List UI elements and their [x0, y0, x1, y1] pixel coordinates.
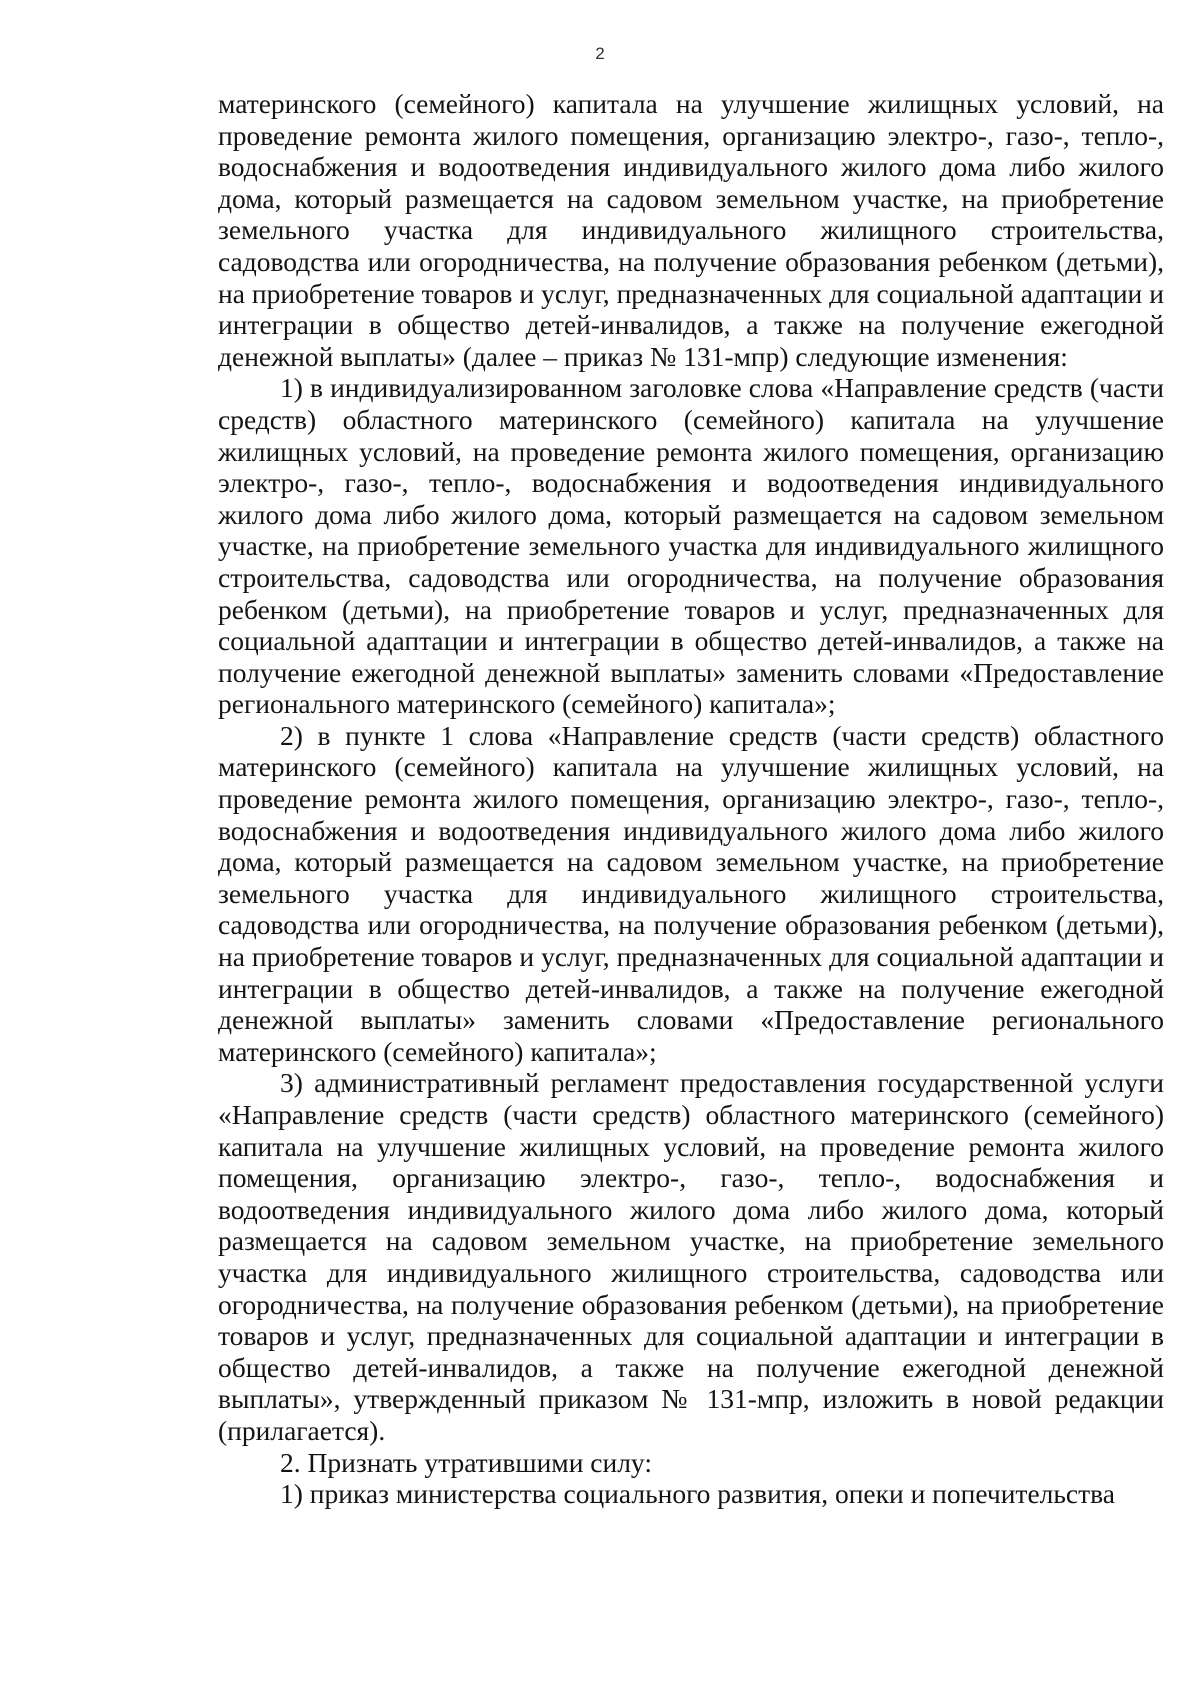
paragraph-section-2-heading: 2. Признать утратившими силу:	[280, 1446, 652, 1478]
paragraph-item-3-regulation-change: 3) административный регламент предоставления государственной услуги «Направление средств (части средств) областного материнского (семейного) капитала на улучшение жилищных условий, на проведение ремонта жилого помещения, организацию электро-, газо-, тепло-, водоснабжения и водоотведения индивидуального жилого дома либо жилого дома, который размещается на садовом земельном участке, на приобретение земельного участка для индивидуального жилищного строительства, садоводства или огородничества, на получение образования ребенком (детьми), на приобретение товаров и услуг, предназначенных для социальной адаптации и интеграции в общество детей-инвалидов, а также на получение ежегодной денежной выплаты», утвержденный приказом № 131-мпр, изложить в новой редакции (прилагается).	[218, 1067, 1164, 1446]
paragraph-item-2-point-1-change: 2) в пункте 1 слова «Направление средств (части средств) областного материнского (семейного) капитала на улучшение жилищных условий, на проведение ремонта жилого помещения, организацию электро-, газо-, тепло-, водоснабжения и водоотведения индивидуального жилого дома либо жилого дома, который размещается на садовом земельном участке, на приобретение земельного участка для индивидуального жилищного строительства, садоводства или огородничества, на получение образования ребенком (детьми), на приобретение товаров и услуг, предназначенных для социальной адаптации и интеграции в общество детей-инвалидов, а также на получение ежегодной денежной выплаты» заменить словами «Предоставление регионального материнского (семейного) капитала»;	[218, 719, 1164, 1067]
page-number: 2	[595, 44, 605, 63]
document-body	[218, 88, 1164, 1510]
paragraph-continuation: материнского (семейного) капитала на улучшение жилищных условий, на проведение ремонта жилого помещения, организацию электро-, газо-, тепло-, водоснабжения и водоотведения индивидуального жилого дома либо жилого дома, который размещается на садовом земельном участке, на приобретение земельного участка для индивидуального жилищного строительства, садоводства или огородничества, на получение образования ребенком (детьми), на приобретение товаров и услуг, предназначенных для социальной адаптации и интеграции в общество детей-инвалидов, а также на получение ежегодной денежной выплаты» (далее – приказ № 131-мпр) следующие изменения:	[218, 88, 1164, 372]
paragraph-item-1-title-change: 1) в индивидуализированном заголовке слова «Направление средств (части средств) областного материнского (семейного) капитала на улучшение жилищных условий, на проведение ремонта жилого помещения, организацию электро-, газо-, тепло-, водоснабжения и водоотведения индивидуального жилого дома либо жилого дома, который размещается на садовом земельном участке, на приобретение земельного участка для индивидуального жилищного строительства, садоводства или огородничества, на получение образования ребенком (детьми), на приобретение товаров и услуг, предназначенных для социальной адаптации и интеграции в общество детей-инвалидов, а также на получение ежегодной денежной выплаты» заменить словами «Предоставление регионального материнского (семейного) капитала»;	[218, 372, 1164, 720]
paragraph-section-2-item-1: 1) приказ министерства социального развития, опеки и попечительства	[280, 1478, 1115, 1510]
